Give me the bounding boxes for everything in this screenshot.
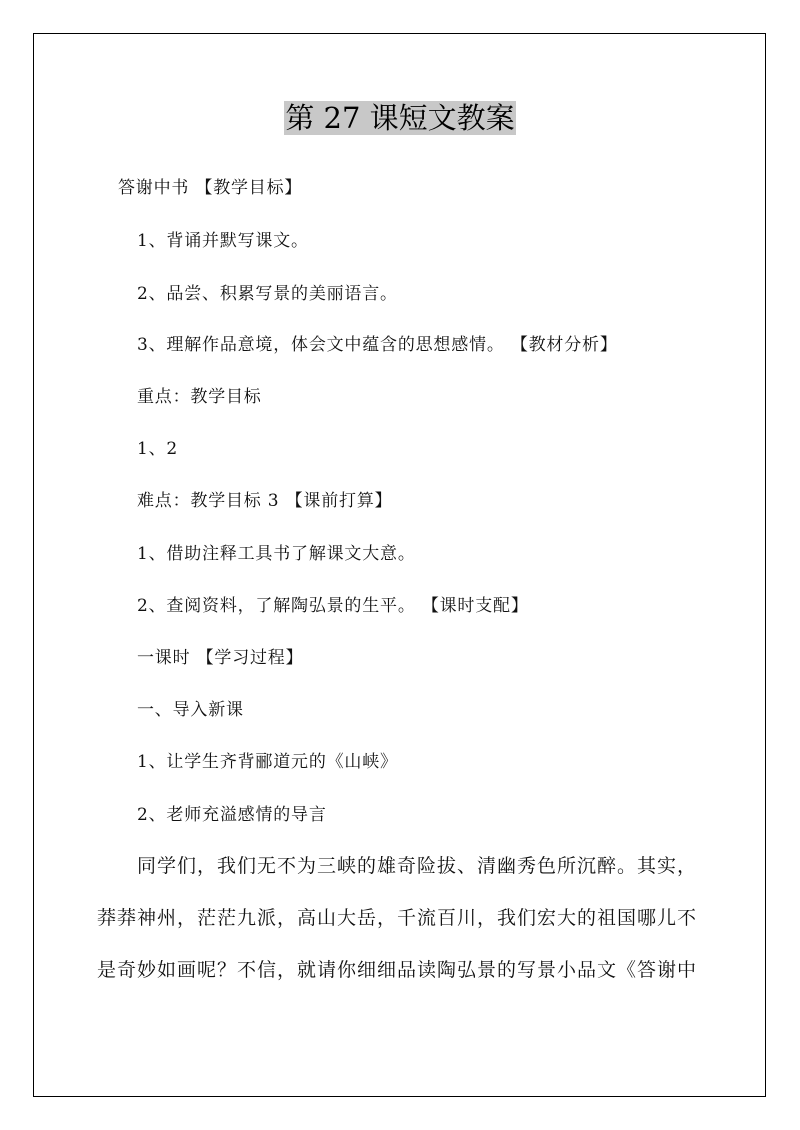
text-line: 3、理解作品意境，体会文中蕴含的思想感情。 【教材分析】 [137,335,618,355]
text-line: 2、老师充溢感情的导言 [137,805,327,825]
document-title [0,96,800,140]
text-line: 1、2 [137,439,179,459]
paragraph-line: 是奇妙如画呢？不信，就请你细细品读陶弘景的写景小品文《答谢中 [97,959,698,981]
text-line: 1、借助注释工具书了解课文大意。 [137,544,416,564]
text-line-section-heading: 答谢中书 【教学目标】 [118,178,303,198]
text-line: 重点：教学目标 [137,387,262,407]
text-line: 1、背诵并默写课文。 [137,231,309,251]
document-title-text: 第 27 课短文教案 [285,101,515,135]
text-line: 一课时 【学习过程】 [137,648,304,668]
paragraph-line: 同学们，我们无不为三峡的雄奇险拔、清幽秀色所沉醉。其实， [137,855,698,877]
text-line: 2、品尝、积累写景的美丽语言。 [137,284,398,304]
text-line: 1、让学生齐背郦道元的《山峡》 [137,752,398,772]
paragraph-line: 莽莽神州，茫茫九派，高山大岳，千流百川，我们宏大的祖国哪儿不 [97,907,698,929]
text-line: 难点：教学目标 3 【课前打算】 [137,491,393,511]
text-line: 一、导入新课 [137,700,244,720]
text-line: 2、查阅资料，了解陶弘景的生平。 【课时支配】 [137,596,529,616]
